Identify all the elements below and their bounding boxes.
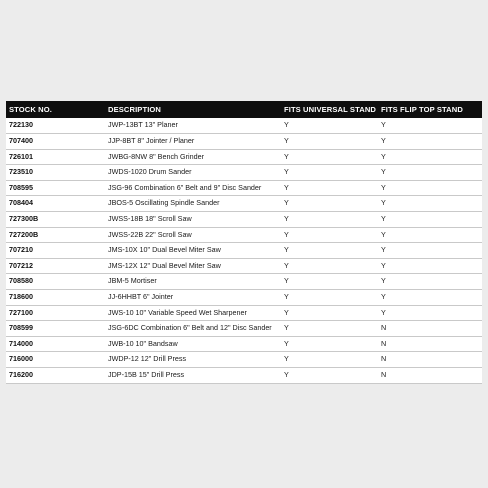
fits-flip-top-stand: Y xyxy=(381,292,386,302)
fits-flip-top-stand: Y xyxy=(381,245,386,255)
fits-universal-stand: Y xyxy=(284,136,289,146)
description: JSG-96 Combination 6" Belt and 9" Disc Sander xyxy=(108,182,262,192)
fits-universal-stand: Y xyxy=(284,151,289,161)
table-header xyxy=(6,101,482,118)
fits-universal-stand: Y xyxy=(284,198,289,208)
description: JSG-6DC Combination 6" Belt and 12" Disc Sander xyxy=(108,323,272,333)
fits-flip-top-stand: Y xyxy=(381,198,386,208)
stock-number: 716200 xyxy=(9,370,33,379)
description: JWDS-1020 Drum Sander xyxy=(108,167,192,177)
description: JMS-10X 10" Dual Bevel Miter Saw xyxy=(108,245,221,255)
table-row xyxy=(6,134,482,150)
description: JBOS-5 Oscillating Spindle Sander xyxy=(108,198,220,208)
table-row xyxy=(6,212,482,228)
stock-number: 708599 xyxy=(9,323,33,333)
fits-universal-stand: Y xyxy=(284,323,289,333)
fits-flip-top-stand: Y xyxy=(381,182,386,192)
fits-universal-stand: Y xyxy=(284,260,289,270)
fits-flip-top-stand: N xyxy=(381,370,387,379)
description: JWSS-18B 18" Scroll Saw xyxy=(108,214,192,224)
table-row xyxy=(6,290,482,306)
stock-number: 707400 xyxy=(9,136,33,146)
description: JWB-10 10" Bandsaw xyxy=(108,338,178,348)
compatibility-table-container xyxy=(6,101,482,384)
fits-universal-stand: Y xyxy=(284,354,289,364)
fits-flip-top-stand: Y xyxy=(381,120,386,130)
fits-universal-stand: Y xyxy=(284,167,289,177)
table-row xyxy=(6,180,482,196)
table-row xyxy=(6,321,482,337)
stock-number: 718600 xyxy=(9,292,33,302)
stock-number: 723510 xyxy=(9,167,33,177)
fits-universal-stand: Y xyxy=(284,276,289,286)
stock-number: 707210 xyxy=(9,245,33,255)
description: JWS-10 10" Variable Speed Wet Sharpener xyxy=(108,307,247,317)
header-stock-no: STOCK NO. xyxy=(9,105,52,114)
stock-number: 722130 xyxy=(9,120,33,130)
stock-number: 708404 xyxy=(9,198,33,208)
stock-number: 727300B xyxy=(9,214,39,224)
fits-flip-top-stand: Y xyxy=(381,307,386,317)
fits-universal-stand: Y xyxy=(284,245,289,255)
fits-flip-top-stand: Y xyxy=(381,167,386,177)
fits-universal-stand: Y xyxy=(284,292,289,302)
table-row xyxy=(6,196,482,212)
stock-number: 714000 xyxy=(9,338,33,348)
fits-flip-top-stand: N xyxy=(381,323,387,333)
table-body xyxy=(6,118,482,383)
table-row xyxy=(6,352,482,368)
table-row xyxy=(6,305,482,321)
description: JWP-13BT 13" Planer xyxy=(108,120,178,130)
stock-number: 707212 xyxy=(9,260,33,270)
fits-universal-stand: Y xyxy=(284,214,289,224)
description: JMS-12X 12" Dual Bevel Miter Saw xyxy=(108,260,221,270)
stock-number: 727100 xyxy=(9,307,33,317)
table-row xyxy=(6,243,482,259)
stock-number: 716000 xyxy=(9,354,33,364)
description: JJ-6HHBT 6" Jointer xyxy=(108,292,174,302)
table-row xyxy=(6,258,482,274)
fits-universal-stand: Y xyxy=(284,370,289,379)
fits-flip-top-stand: N xyxy=(381,338,387,348)
table-row xyxy=(6,368,482,384)
table-row xyxy=(6,149,482,165)
description: JBM-5 Mortiser xyxy=(108,276,157,286)
fits-universal-stand: Y xyxy=(284,307,289,317)
stock-number: 727200B xyxy=(9,229,39,239)
stock-number: 726101 xyxy=(9,151,33,161)
table-row xyxy=(6,274,482,290)
fits-flip-top-stand: Y xyxy=(381,214,386,224)
fits-flip-top-stand: Y xyxy=(381,229,386,239)
description: JJP-8BT 8" Jointer / Planer xyxy=(108,136,195,146)
description: JWSS-22B 22" Scroll Saw xyxy=(108,229,192,239)
table-row xyxy=(6,165,482,181)
fits-universal-stand: Y xyxy=(284,338,289,348)
header-fits-flip-top-stand: FITS FLIP TOP STAND xyxy=(381,105,463,114)
description: JDP-15B 15" Drill Press xyxy=(108,370,185,379)
fits-flip-top-stand: Y xyxy=(381,260,386,270)
table-row xyxy=(6,227,482,243)
fits-flip-top-stand: Y xyxy=(381,276,386,286)
fits-universal-stand: Y xyxy=(284,182,289,192)
header-description: DESCRIPTION xyxy=(108,105,161,114)
stock-number: 708580 xyxy=(9,276,33,286)
header-fits-universal-stand: FITS UNIVERSAL STAND xyxy=(284,105,377,114)
fits-universal-stand: Y xyxy=(284,120,289,130)
table-row xyxy=(6,336,482,352)
fits-flip-top-stand: N xyxy=(381,354,387,364)
compatibility-table xyxy=(6,101,482,384)
fits-flip-top-stand: Y xyxy=(381,136,386,146)
header-row xyxy=(6,101,482,118)
description: JWBG-8NW 8" Bench Grinder xyxy=(108,151,205,161)
description: JWDP-12 12" Drill Press xyxy=(108,354,187,364)
stock-number: 708595 xyxy=(9,182,33,192)
fits-flip-top-stand: Y xyxy=(381,151,386,161)
table-row xyxy=(6,118,482,134)
fits-universal-stand: Y xyxy=(284,229,289,239)
